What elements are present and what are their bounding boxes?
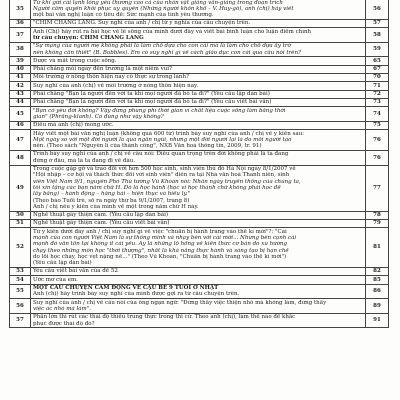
exercise-number: 43 [10,90,31,98]
page-number: 56 [366,0,389,19]
content-line: Từ khi gửi cái lạnh lòng yêu thương cao cả của nhân vật giáng văn-giảng trong đoạn trích [33,0,283,6]
content-line: MỘT CÂU CHUYỆN CẢM ĐỘNG VỀ CẬU BÉ 9 TUỔI Ở NHẬT [33,285,219,292]
exercise-content [31,121,366,129]
exercise-content [31,57,366,65]
exercise-row [10,313,389,328]
content-line: mạnh đó vẫn tồn tại không ít cái yếu. Ấy là những lỗ hổng về kiến thức cơ bản do xu hướng [33,241,288,248]
content-line: Anh / chị nêu ý kiến của mình về một trong năm chữ H này. [33,203,199,210]
exercise-number: 40 [10,65,31,73]
exercise-row [10,65,389,73]
page-number: 74 [366,107,389,122]
exercise-row [10,19,389,27]
exercise-row [10,211,389,219]
content-line: Môi trường ở nông thôn hiện nay có thực sự trong lành? [33,74,189,81]
content-line: viên Việt Nam 9/1, nguyên Phó Thủ tướng Vũ Khoan nói: Nhân ngày truyền thống của chúng ta, [33,178,301,185]
content-line: Nghề thuật gây thiện cảm. (Yêu cầu lập dàn bài) [33,212,169,219]
content-line: Phải chăng "Bạn là người đến với ta khi mọi người đã bỏ ta đi?" (Yêu cầu lập dàn bài) [33,91,270,98]
page-number: 71 [366,82,389,90]
exercise-number: 55 [10,284,31,299]
exercise-row [10,73,389,81]
exercise-row [10,98,389,106]
exercise-number: 35 [10,0,31,19]
content-line: "Sự mạng của người mẹ không phải là làm chỗ dựa cho con cái mà là làm cho chỗ dựa ấy trở [33,43,291,50]
exercise-content [31,150,366,165]
exercise-content [31,0,366,19]
content-line: Phần lớn thi rút các thái độ thiếu trung thực trong thi cử. Theo anh (chị), làm thế nào để khắc [33,314,296,321]
page-number: 76 [366,130,389,151]
exercise-content [31,42,366,57]
content-line: việc ác nhỏ mà làm". [33,305,91,312]
content-line: từ câu chuyện: CHIM CHĂNG LÀNG [33,34,144,41]
content-line: nên không cần thiết" (B. Babbles). Em có suy nghĩ gì về cách giáo dục con cái qua câu nói trên? [33,49,301,56]
page-number: 82 [366,267,389,275]
page-number: 91 [366,313,389,328]
content-line: "CHIM CHĂNG LÀNG. Suy nghĩ của anh / chị từ ý nghĩa của câu chuyện trên. [33,20,251,27]
page-number: 78 [366,211,389,219]
exercise-row [10,219,389,227]
content-line: Nghề thuật gây thiện cảm. (Yêu cầu viết bài văn) [33,220,170,227]
content-line: "Bạn có yêu đời không? Vậy đừng phung phí thời gian vì chất liệu cuộc sống làm bằng thời [33,107,286,114]
page-number: 81 [366,228,389,268]
exercise-number: 45 [10,107,31,122]
exercise-number: 53 [10,267,31,275]
exercise-content [31,82,366,90]
page-number: 73 [366,98,389,106]
exercise-row [10,82,389,90]
exercise-number: 50 [10,211,31,219]
content-line: phục được thái độ đó? [33,320,95,327]
page-number: 85 [366,276,389,284]
content-line: Phải chăng mỗi ngày đến trường là một niềm vui? [33,66,173,73]
exercise-content [31,219,366,227]
content-line: gian" (Phrăng-klanh). Có đúng như vậy không? [33,113,164,120]
exercise-row [10,121,389,129]
exercise-content [31,90,366,98]
exercise-content [31,211,366,219]
content-line: Phải chăng "Bạn là người đến với ta khi mọi người đã bỏ ta đi?" (Yêu cầu viết bài văn) [33,99,272,106]
content-line: Trong cuộc gặp gỡ và trao đổi với hơn 500 học sinh, sinh viên thủ đô Hà Nội ngày 8/1/2007 về [33,166,296,173]
exercise-content [31,19,366,27]
exercise-row [10,107,389,122]
content-line: Ước mơ của em. [33,276,78,283]
exercise-row [10,228,389,268]
exercise-number: 46 [10,121,31,129]
exercise-row [10,267,389,275]
content-line: lấy bằng) – hành động – hăng hái – hiền thục và hiểu lý." [33,191,191,198]
page-number: 59 [366,42,389,57]
page-number: 79 [366,219,389,227]
exercise-row [10,130,389,151]
exercise-content [31,98,366,106]
exercise-number: 44 [10,98,31,106]
exercise-number: 54 [10,276,31,284]
content-line: Yêu cầu viết bài văn của đề 52 [33,268,118,275]
exercise-row [10,90,389,98]
exercise-content [31,267,366,275]
page-number: 70 [366,73,389,81]
exercise-row [10,57,389,65]
exercise-content [31,165,366,211]
content-line: Hãy viết một bài văn nghị luận (không quá 600 từ) trình bày suy nghĩ của anh / chị về ý kiến sau: [33,130,304,137]
exercise-content [31,65,366,73]
exercise-content [31,130,366,151]
exercise-row [10,165,389,211]
page-number: 86 [366,284,389,299]
exercise-row [10,276,389,284]
exercise-number: 57 [10,313,31,328]
content-line: Điều mà anh (chị) mong ước. [33,122,114,129]
page-number: 67 [366,65,389,73]
content-line: đứng ở đâu, mà là ta đang đi về đâu. [33,157,136,164]
exercise-number: 36 [10,19,31,27]
content-line: Trình bày suy nghĩ của anh / chị về câu nói: Điều quan trọng trên đời không phải là ta đang [33,151,289,158]
content-line: Suy nghĩ của anh / chị về câu nói của ông ngạn ngữ: "Đừng thấy việc thiện nhỏ mà không làm, đừng thấy [33,299,327,306]
content-line: một bài văn nghị luận có tiêu đề: Sức mạnh của tình yêu thương. [33,12,214,19]
content-line: Được và mất trong cuộc sống. [33,57,117,64]
page-number: 89 [366,299,389,314]
content-line: mạnh của con người Việt Nam là sự thông minh và nhạy bén với cái mới... Nhưng bên cạnh cái [33,235,297,241]
exercise-number: 37 [10,28,31,43]
page-number: 77 [366,165,389,211]
exercise-content [31,228,366,268]
content-line: Từ ý kiến dưới đây anh / chị suy nghĩ gì về việc "chuẩn bị hành trang vào thế kỉ mới"?: "Cái [33,228,287,235]
page-number: 65 [366,57,389,65]
exercise-content [31,284,366,299]
exercise-number: 38 [10,42,31,57]
exercise-content [31,313,366,328]
content-line: (Theo báo Tuổi trẻ, số ra ngày thứ ba 9/1/2007, trang 8) [33,197,190,204]
exercise-row [10,299,389,314]
content-line: Anh (chị) hãy trình bày suy nghĩ của mình được gợi ra từ câu chuyện trên. [33,291,240,298]
page-number: 72 [366,90,389,98]
exercise-number: 42 [10,82,31,90]
exercise-number: 51 [10,219,31,227]
exercise-row [10,0,389,19]
exercise-number: 52 [10,228,31,268]
content-line: tôi xin tặng các bạn năm chữ H. Đó là học hành (học vì học thành chữ không phải học để [33,184,281,191]
exercise-number: 41 [10,73,31,81]
exercise-number: 39 [10,57,31,65]
exercise-number: 47 [10,130,31,151]
exercise-number: 48 [10,150,31,165]
content-line: Một ngày so với một đời người là quá ngắn ngủi, nhưng một đời người lại là do mỗi người tạo [33,136,292,143]
content-line: Người cầm quyền khôi phục uy quyền (Những người khốn khổ – V. Huy-gô), anh (chị) hãy viết [33,5,294,12]
exercise-content [31,276,366,284]
exercise-table [9,0,389,328]
page-number: 75 [366,121,389,129]
page-number: 58 [366,28,389,43]
exercise-number: 49 [10,165,31,211]
content-line: Suy nghĩ của anh (chị) về môi trường ở nông thôn hiện nay. [33,82,199,89]
content-line: chạy theo những môn học "thời thượng", nhất là khả năng thực hành và sáng tạo bị hạn chế [33,247,289,254]
exercise-number: 56 [10,299,31,314]
content-line: "Hội nhập – cơ hội và thách thức đối với sinh viên" diễn ra tại Nhà văn hoá Thanh niên, sinh [33,172,290,179]
content-line: do lối học chay, học vẹt nặng nề..." (Theo Vũ Khoan, "Chuẩn bị hành trang vào thế kỉ mới") [33,253,287,260]
exercise-row [10,150,389,165]
content-line: Anh (Chị) hãy rút ra bài học về lẽ sống của mình dưới đây và viết bài bình luận cho luận điểm chính [33,28,312,35]
exercise-row [10,42,389,57]
exercise-content [31,299,366,314]
page-number: 76 [366,150,389,165]
exercise-content [31,107,366,122]
exercise-content [31,73,366,81]
content-line: (Yêu cầu lập dàn bài) [33,260,92,267]
exercise-row [10,28,389,43]
exercise-content [31,28,366,43]
exercise-row [10,284,389,299]
page-number: 57 [366,19,389,27]
content-line: nên. (Theo sách "Nguyên lí của thành công", NXB Văn hoá thông tin, 2009, tr. 91) [33,143,262,150]
